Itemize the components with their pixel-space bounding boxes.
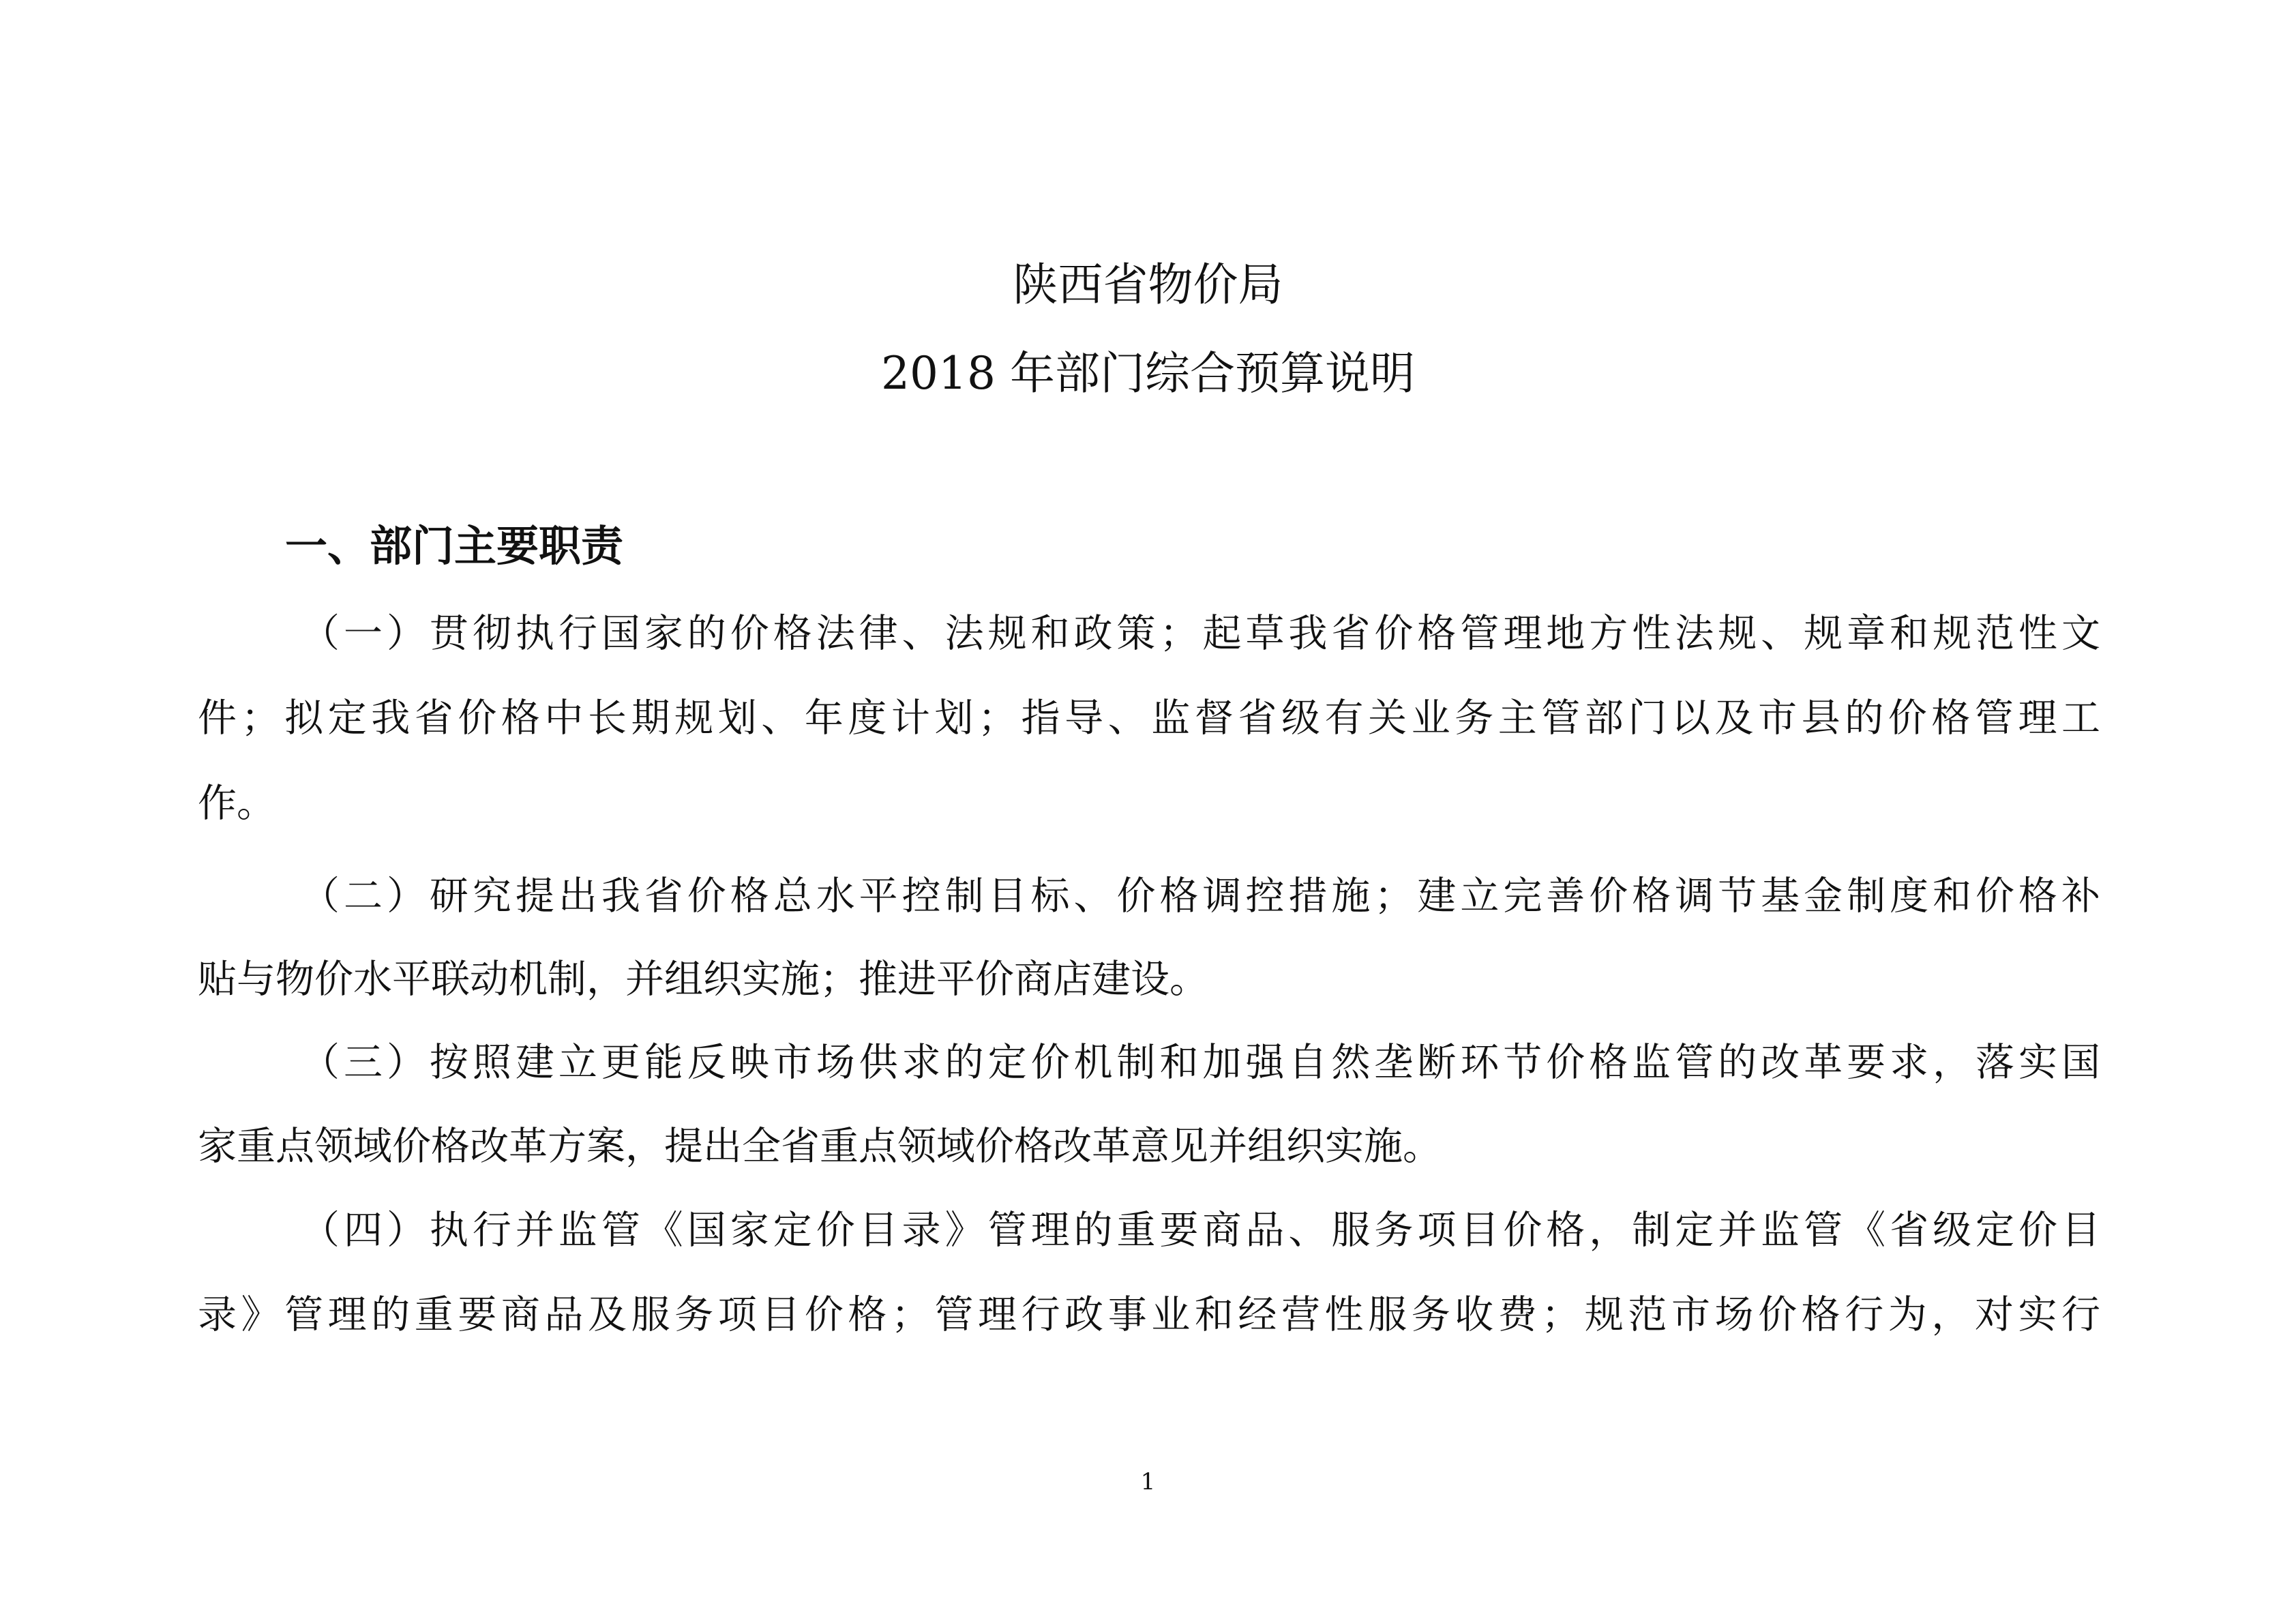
document-title: 陕西省物价局 — [1013, 258, 1283, 311]
paragraph-line: （一）贯彻执行国家的价格法律、法规和政策；起草我省价格管理地方性法规、规章和规范性文 — [301, 611, 2100, 656]
page-number: 1 — [1140, 1468, 1156, 1495]
section-heading: 一、部门主要职责 — [285, 521, 624, 571]
paragraph-line: 贴与物价水平联动机制，并组织实施；推进平价商店建设。 — [198, 957, 1208, 1002]
paragraph-line: 件；拟定我省价格中长期规划、年度计划；指导、监督省级有关业务主管部门以及市县的价格管理工 — [198, 696, 2100, 741]
paragraph-line: 作。 — [198, 781, 275, 826]
paragraph-line: 家重点领域价格改革方案，提出全省重点领域价格改革意见并组织实施。 — [198, 1124, 1442, 1169]
paragraph-line: （二）研究提出我省价格总水平控制目标、价格调控措施；建立完善价格调节基金制度和价格补 — [301, 874, 2100, 919]
paragraph-line: （三）按照建立更能反映市场供求的定价机制和加强自然垄断环节价格监管的改革要求，落实国 — [301, 1040, 2100, 1085]
paragraph-line: （四）执行并监管《国家定价目录》管理的重要商品、服务项目价格，制定并监管《省级定价目 — [301, 1208, 2100, 1253]
paragraph-line: 录》管理的重要商品及服务项目价格；管理行政事业和经营性服务收费；规范市场价格行为，对实行 — [198, 1292, 2100, 1337]
document-subtitle: 2018 年部门综合预算说明 — [881, 347, 1415, 400]
